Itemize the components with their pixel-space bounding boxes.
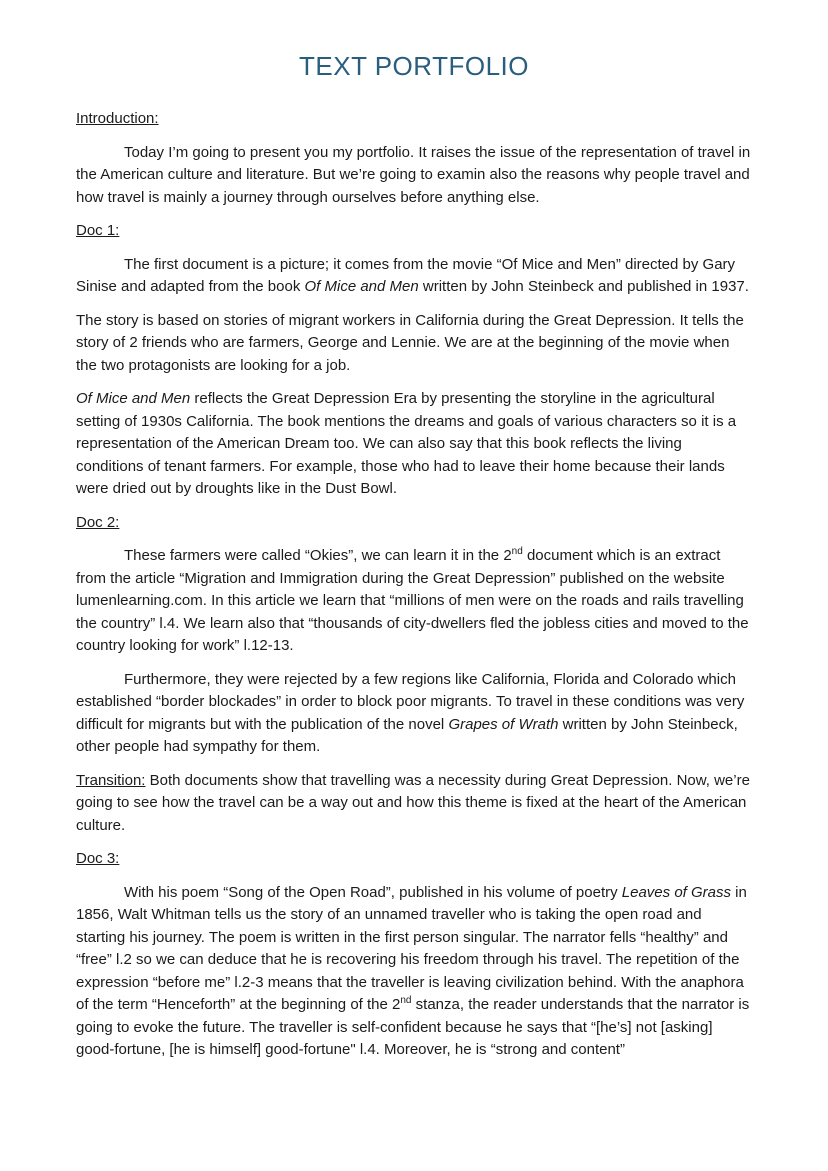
text-run: Introduction: [76, 110, 159, 127]
text-run: Furthermore, they were rejected by a few regions like California, Florida and Colorado which established “border blockades” in order to block poor migrants. To travel in these conditions was very difficult for migrants but with the publication of the novel [76, 670, 745, 733]
text-run: Both documents show that travelling was a necessity during Great Depression. Now, we’re going to see how the travel can be a way out and how this theme is fixed at the heart of the American culture. [76, 771, 750, 834]
text-run: Doc 3: [76, 850, 120, 867]
section-heading [76, 848, 752, 871]
document-body [76, 108, 752, 1062]
paragraph [76, 254, 752, 299]
paragraph [76, 142, 752, 210]
document-title: TEXT PORTFOLIO [299, 51, 529, 81]
text-run: document which is an extract from the article “Migration and Immigration during the Great Depression” published on the website lumenlearning.com. In this article we learn that “millions of men were on the roads and rails travelling the country” l.4. We learn also that “thousands of city-dwellers fled the jobless cities and moved to the country looking for work” l.12-13. [76, 547, 749, 654]
text-run: Today I’m going to present you my portfolio. It raises the issue of the representation of travel in the American culture and literature. But we’re going to examin also the reasons why people travel and how travel is mainly a journey through ourselves before anything else. [76, 143, 751, 206]
text-run: Of Mice and Men [304, 278, 419, 295]
text-run: written by John Steinbeck, other people had sympathy for them. [76, 715, 738, 755]
text-run: Doc 2: [76, 513, 120, 531]
text-run: Grapes of Wrath [448, 715, 559, 733]
paragraph [76, 669, 752, 759]
text-run: The first document is a picture; it comes from the movie “Of Mice and Men” directed by Gary Sinise and adapted from the book [76, 255, 736, 295]
paragraph [76, 545, 752, 658]
section-heading [76, 220, 752, 243]
text-run: The story is based on stories of migrant workers in California during the Great Depression. It tells the story of 2 friends who are farmers, George and Lennie. We are at the beginning of the movie when the two protagonists are looking for a job. [76, 311, 744, 374]
section-heading [76, 108, 752, 131]
paragraph [76, 882, 752, 1062]
paragraph [76, 310, 752, 378]
text-run: in 1856, Walt Whitman tells us the story of an unnamed traveller who is taking the open road and starting his journey. The poem is written in the first person singular. The narrator fells “healthy” and “free” l.2 so we can deduce that he is recovering his freedom through his travel. The repetition of the expression “before me” l.2-3 means that the traveller is leaving civilization behind. With the anaphora of the term “Henceforth” at the beginning of the 2 [76, 883, 747, 1013]
text-run: stanza, the reader understands that the narrator is going to evoke the future. The traveller is self-confident because he says that “[he’s] not [asking] good-fortune, [he is himself] good-fortune" l.4. Moreover, he is “strong and content” [76, 996, 750, 1058]
paragraph [76, 770, 752, 838]
section-heading [76, 512, 752, 535]
text-run: nd [511, 546, 523, 557]
text-run: With his poem “Song of the Open Road”, published in his volume of poetry [124, 883, 622, 901]
text-run: nd [400, 995, 412, 1006]
text-run: Leaves of Grass [621, 883, 731, 901]
text-run: reflects the Great Depression Era by presenting the storyline in the agricultural setting of 1930s California. The book mentions the dreams and goals of various characters so it is a representation of the American Dream too. We can also say that this book reflects the living conditions of tenant farmers. For example, those who had to leave their home because their lands were dried out by droughts like in the Dust Bowl. [76, 390, 737, 497]
text-run: These farmers were called “Okies”, we can learn it in the 2 [124, 547, 512, 564]
text-run: Of Mice and Men [76, 390, 191, 407]
text-run: Doc 1: [76, 222, 120, 239]
text-run: Transition: [76, 771, 146, 789]
text-run: written by John Steinbeck and published in 1937. [418, 278, 749, 295]
paragraph [76, 388, 752, 501]
